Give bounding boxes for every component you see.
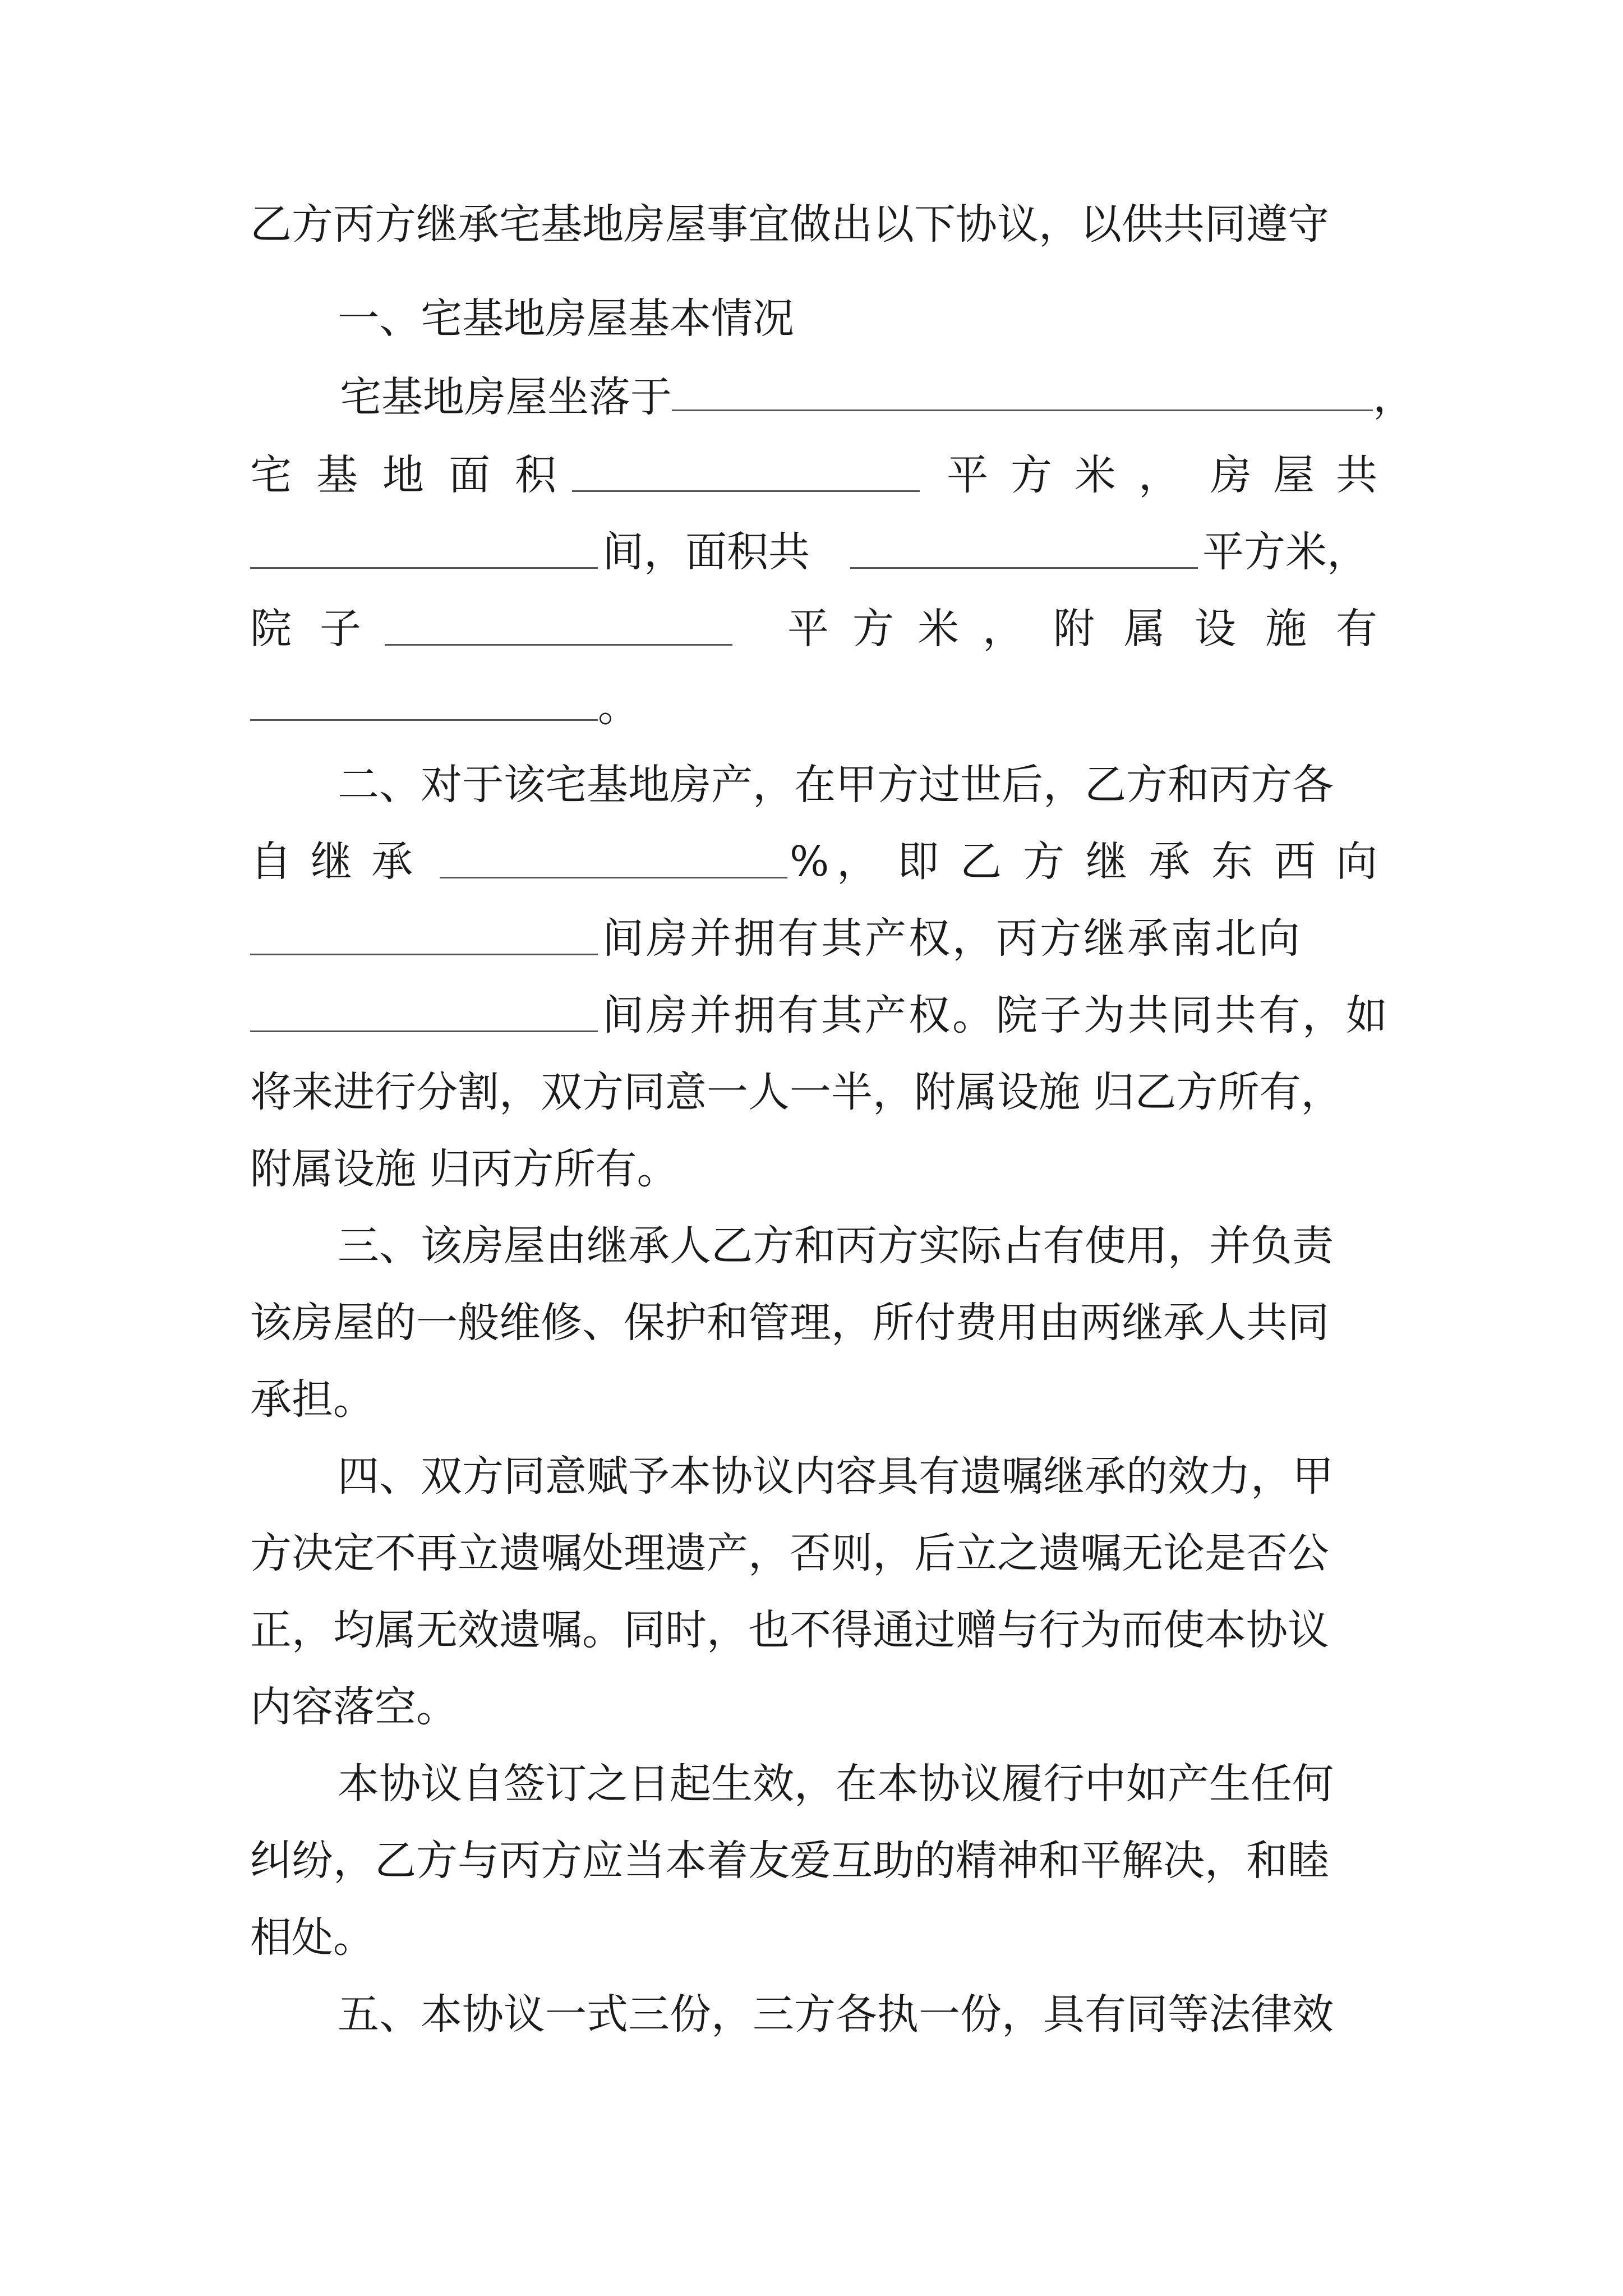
section2-line1-text: 二、对于该宅基地房产，在甲方过世后，乙方和丙方各: [338, 761, 1334, 809]
yard-unit-0: 平: [787, 605, 829, 653]
area-label-1: 基: [316, 451, 358, 499]
rooms-unit: 间，面积共: [602, 528, 810, 576]
floor-area-unit: 平方米，: [1202, 528, 1368, 576]
yard-line: [250, 598, 1377, 660]
rooms-line: [250, 521, 1377, 583]
section4-line2: [250, 1522, 1377, 1584]
inherit-label-0: 自: [250, 838, 292, 886]
section4-line4-text: 内容落空。: [250, 1683, 458, 1731]
section2-line1: [338, 754, 1377, 816]
yard-unit-1: 方: [852, 605, 894, 653]
effect-line2-text: 纠纷，乙方与丙方应当本着友爱互助的精神和平解决，和睦: [250, 1837, 1329, 1885]
yard-unit-2: 米: [917, 605, 959, 653]
inherit-label-2: 承: [371, 838, 413, 886]
inherit-label-1: 继: [311, 838, 352, 886]
area-label-3: 面: [449, 451, 490, 499]
yard-unit-7: 施: [1265, 605, 1307, 653]
effect-line1: [338, 1753, 1377, 1815]
facilities-blank: [250, 683, 598, 721]
area-label-2: 地: [382, 451, 424, 499]
section3-line2-text: 该房屋的一般维修、保护和管理，所付费用由两继承人共同: [250, 1299, 1329, 1347]
section5-line1: [338, 1984, 1377, 2045]
floor-area-blank: [850, 531, 1198, 569]
effect-line3: [250, 1907, 1377, 1968]
effect-line1-text: 本协议自签订之日起生效，在本协议履行中如产生任何: [338, 1760, 1334, 1808]
area-unit-6: 共: [1336, 451, 1377, 499]
section4-line1-text: 四、双方同意赋予本协议内容具有遗嘱继承的效力，甲: [338, 1452, 1334, 1501]
inherit-rest-3: 乙: [960, 838, 1002, 886]
percent-blank: [440, 841, 787, 878]
section4-line1: [338, 1446, 1377, 1507]
inherit-rest-4: 方: [1023, 838, 1064, 886]
ns-rooms-blank: [250, 995, 598, 1032]
yard-unit-4: 附: [1053, 605, 1095, 653]
section3-line2: [250, 1292, 1377, 1354]
location-comma: ，: [1373, 373, 1414, 421]
area-unit-1: 方: [1011, 451, 1052, 499]
area-unit-5: 屋: [1273, 451, 1315, 499]
section4-line3: [250, 1599, 1377, 1661]
section4-line3-text: 正，均属无效遗嘱。同时，也不得通过赠与行为而使本协议: [250, 1606, 1329, 1654]
area-unit-4: 房: [1210, 451, 1252, 499]
yard-unit-5: 属: [1124, 605, 1165, 653]
area-label-0: 宅: [250, 451, 292, 499]
section3-line3: [250, 1369, 1377, 1430]
inherit-rest-6: 承: [1149, 838, 1190, 886]
section2-line2: [250, 831, 1377, 892]
area-blank: [572, 454, 920, 492]
inherit-rest-8: 西: [1274, 838, 1316, 886]
yard-label-1: 子: [320, 605, 361, 653]
section2-line3-text: 间房并拥有其产权，丙方继承南北向: [602, 914, 1302, 963]
yard-unit-3: ，: [983, 605, 1024, 653]
section2-line3: [250, 908, 1377, 969]
area-unit-0: 平: [947, 451, 988, 499]
inherit-rest-5: 继: [1086, 838, 1127, 886]
area-label-4: 积: [515, 451, 556, 499]
section1-heading-text: 一、宅基地房屋基本情况: [338, 295, 794, 343]
inherit-rest-1: ，: [837, 838, 878, 886]
location-label: 宅基地房屋坐落于: [340, 373, 672, 421]
yard-unit-8: 有: [1336, 605, 1377, 653]
section2-line6-text: 附属设施 归丙方所有。: [250, 1145, 679, 1193]
section2-line6: [250, 1138, 1377, 1200]
yard-blank: [385, 608, 732, 646]
section5-line1-text: 五、本协议一式三份，三方各执一份，具有同等法律效: [338, 1990, 1334, 2039]
section2-line4: [250, 984, 1390, 1046]
intro-text: 乙方丙方继承宅基地房屋事宜做出以下协议，以供共同遵守: [250, 200, 1329, 249]
section2-line5-text: 将来进行分割，双方同意一人一半，附属设施 归乙方所有，: [250, 1068, 1343, 1116]
section3-line1: [338, 1215, 1377, 1277]
effect-line3-text: 相处。: [250, 1913, 375, 1962]
section3-line1-text: 三、该房屋由继承人乙方和丙方实际占有使用，并负责: [338, 1222, 1334, 1270]
section4-line4: [250, 1676, 1377, 1738]
yard-label-0: 院: [250, 605, 292, 653]
yard-unit-6: 设: [1195, 605, 1236, 653]
facilities-line: [250, 676, 1377, 738]
inherit-rest-0: %: [790, 838, 829, 886]
section1-heading: [338, 288, 1377, 349]
location-line: [340, 366, 1439, 428]
area-unit-3: ，: [1138, 451, 1180, 499]
area-unit-2: 米: [1075, 451, 1116, 499]
section3-line3-text: 承担。: [250, 1375, 375, 1424]
rooms-blank: [250, 531, 598, 569]
section2-line4-text: 间房并拥有其产权。院子为共同共有，如: [602, 991, 1390, 1039]
facilities-end: 。: [598, 683, 639, 731]
effect-line2: [250, 1830, 1377, 1892]
area-line: [250, 444, 1377, 506]
section4-line2-text: 方决定不再立遗嘱处理遗产，否则，后立之遗嘱无论是否公: [250, 1529, 1329, 1577]
inherit-rest-2: 即: [897, 838, 939, 886]
location-blank: [672, 374, 1373, 411]
ew-rooms-blank: [250, 918, 598, 955]
intro-line: [250, 194, 1377, 255]
inherit-rest-9: 向: [1336, 838, 1377, 886]
section2-line5: [250, 1061, 1377, 1123]
inherit-rest-7: 东: [1211, 838, 1253, 886]
